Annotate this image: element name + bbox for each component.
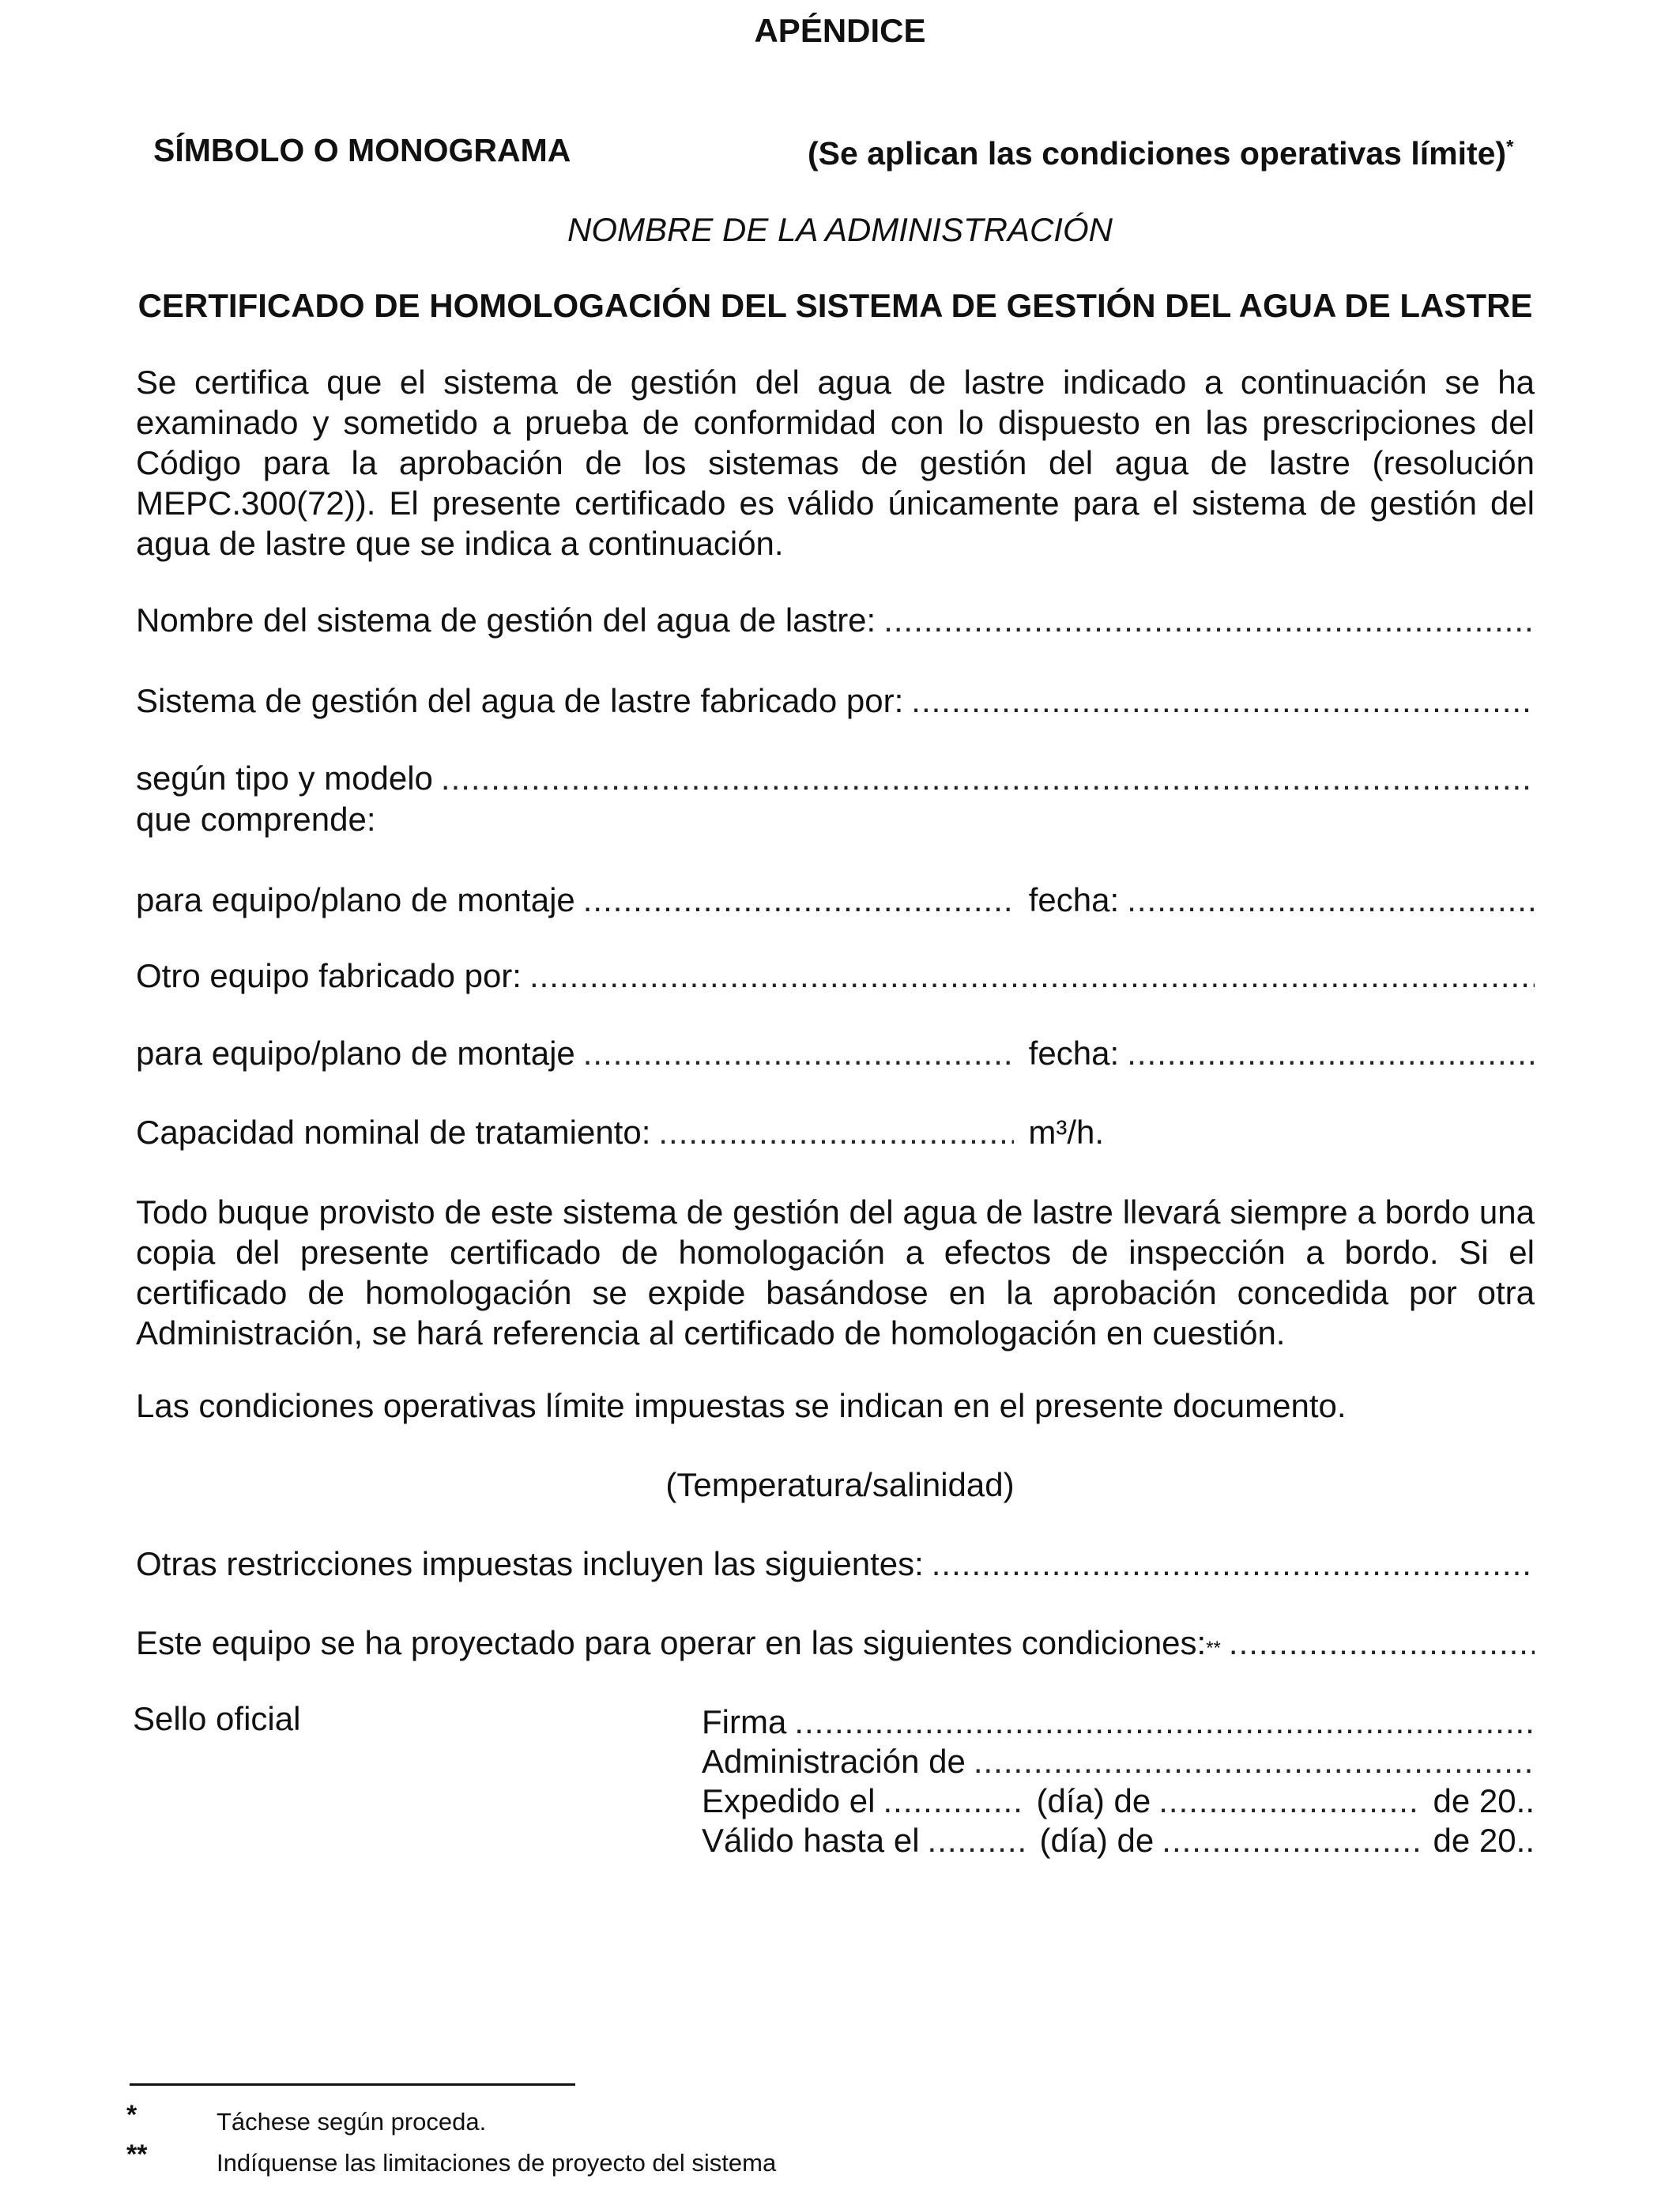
conditions-note-text: (Se aplican las condiciones operativas límite) xyxy=(808,135,1507,172)
limits-sentence: Las condiciones operativas límite impuestas se indican en el presente documento. xyxy=(136,1387,1347,1424)
onboard-paragraph: Todo buque provisto de este sistema de gestión del agua de lastre llevará siempre a bordo una copia del presente certificado de homologación a efectos de inspección a bordo. Si el certificado de homologación se expide basándose en la aprobación concedida por otra Administración, se hará referencia al certificado de homologación en cuestión. xyxy=(136,1193,1535,1351)
type-model-label: según tipo y modelo xyxy=(136,760,433,797)
issued-field[interactable] xyxy=(702,1781,1535,1821)
footnote-marker-2: ** xyxy=(126,2139,148,2169)
comprises-label: que comprende: xyxy=(136,801,376,838)
administration-dotted-line[interactable] xyxy=(974,1742,1535,1781)
valid-day-label: (día) de xyxy=(1039,1822,1155,1859)
appendix-title: APÉNDICE xyxy=(754,12,926,49)
other-equipment-label: Otro equipo fabricado por: xyxy=(136,957,522,994)
footnote-text-1: Táchese según proceda. xyxy=(217,2108,487,2136)
capacity-label: Capacidad nominal de tratamiento: xyxy=(136,1114,651,1151)
system-name-dotted-line[interactable] xyxy=(883,601,1535,640)
capacity-unit: m³/h. xyxy=(1028,1114,1105,1151)
certificate-title: CERTIFICADO DE HOMOLOGACIÓN DEL SISTEMA DE GESTIÓN DEL AGUA DE LASTRE xyxy=(137,287,1533,324)
valid-label: Válido hasta el xyxy=(702,1822,920,1859)
valid-day-dotted-line[interactable] xyxy=(928,1821,1026,1860)
equipment-plan-label-2: para equipo/plano de montaje xyxy=(136,1035,575,1072)
manufacturer-dotted-line[interactable] xyxy=(911,681,1535,721)
system-name-label: Nombre del sistema de gestión del agua de lastre: xyxy=(136,601,876,639)
symbol-label: SÍMBOLO O MONOGRAMA xyxy=(153,132,571,168)
equipment-plan-dotted-line-1[interactable] xyxy=(583,880,1015,920)
footnote-marker-1: * xyxy=(126,2100,137,2130)
designed-conditions-label: Este equipo se ha proyectado para operar en las siguientes condiciones: xyxy=(136,1624,1207,1661)
equipment-plan-field-1[interactable] xyxy=(136,880,1535,920)
manufacturer-label: Sistema de gestión del agua de lastre fabricado por: xyxy=(136,682,904,719)
type-model-field[interactable] xyxy=(136,759,1535,798)
capacity-field[interactable] xyxy=(136,1113,1535,1152)
footnote-separator xyxy=(130,2083,575,2086)
designed-conditions-dotted-line[interactable] xyxy=(1229,1623,1535,1663)
other-equipment-field[interactable] xyxy=(136,956,1535,996)
issued-day-dotted-line[interactable] xyxy=(883,1781,1023,1821)
conditions-note xyxy=(808,134,1513,173)
conditions-footnote-mark: * xyxy=(1506,136,1514,158)
administration-label: Administración de xyxy=(702,1743,966,1780)
issued-day-label: (día) de xyxy=(1036,1782,1151,1819)
equipment-plan-field-2[interactable] xyxy=(136,1034,1535,1073)
issued-month-dotted-line[interactable] xyxy=(1158,1781,1418,1821)
capacity-dotted-line[interactable] xyxy=(658,1113,1014,1152)
issued-label: Expedido el xyxy=(702,1782,876,1819)
signature-field[interactable] xyxy=(702,1702,1535,1742)
date-label-1: fecha: xyxy=(1028,881,1120,918)
equipment-plan-dotted-line-2[interactable] xyxy=(583,1034,1015,1073)
valid-year-label: de 20.. xyxy=(1433,1822,1535,1859)
equipment-plan-label-1: para equipo/plano de montaje xyxy=(136,881,575,918)
signature-label: Firma xyxy=(702,1703,787,1740)
other-restrictions-label: Otras restricciones impuestas incluyen las siguientes: xyxy=(136,1545,924,1582)
valid-month-dotted-line[interactable] xyxy=(1162,1821,1418,1860)
seal-label: Sello oficial xyxy=(133,1700,301,1737)
other-restrictions-dotted-line[interactable] xyxy=(932,1544,1535,1584)
system-name-field[interactable] xyxy=(136,601,1535,640)
date-dotted-line-2[interactable] xyxy=(1127,1034,1535,1073)
administration-field[interactable] xyxy=(702,1742,1535,1781)
other-restrictions-field[interactable] xyxy=(136,1544,1535,1584)
footnote-text-2: Indíquense las limitaciones de proyecto del sistema xyxy=(217,2149,777,2177)
date-label-2: fecha: xyxy=(1028,1035,1120,1072)
signature-dotted-line[interactable] xyxy=(794,1702,1535,1742)
issued-year-label: de 20.. xyxy=(1433,1782,1535,1819)
administration-name: NOMBRE DE LA ADMINISTRACIÓN xyxy=(567,211,1113,248)
temp-salinity: (Temperatura/salinidad) xyxy=(665,1466,1015,1503)
type-model-dotted-line[interactable] xyxy=(441,759,1535,798)
intro-paragraph: Se certifica que el sistema de gestión del agua de lastre indicado a continuación se ha examinado y sometido a prueba de conformidad con lo dispuesto en las prescripciones del Código para la aprobación de los sistemas de gestión del agua de lastre (resolución MEPC.300(72)). El presente certificado es válido únicamente para el sistema de gestión del agua de lastre que se indica a continuación. xyxy=(136,364,1535,562)
manufacturer-field[interactable] xyxy=(136,681,1535,721)
date-dotted-line-1[interactable] xyxy=(1127,880,1535,920)
other-equipment-dotted-line[interactable] xyxy=(529,956,1535,996)
valid-field[interactable] xyxy=(702,1821,1535,1860)
designed-conditions-field[interactable]: Este equipo se ha proyectado para operar en las siguientes condiciones: ** ..... xyxy=(136,1623,1535,1663)
